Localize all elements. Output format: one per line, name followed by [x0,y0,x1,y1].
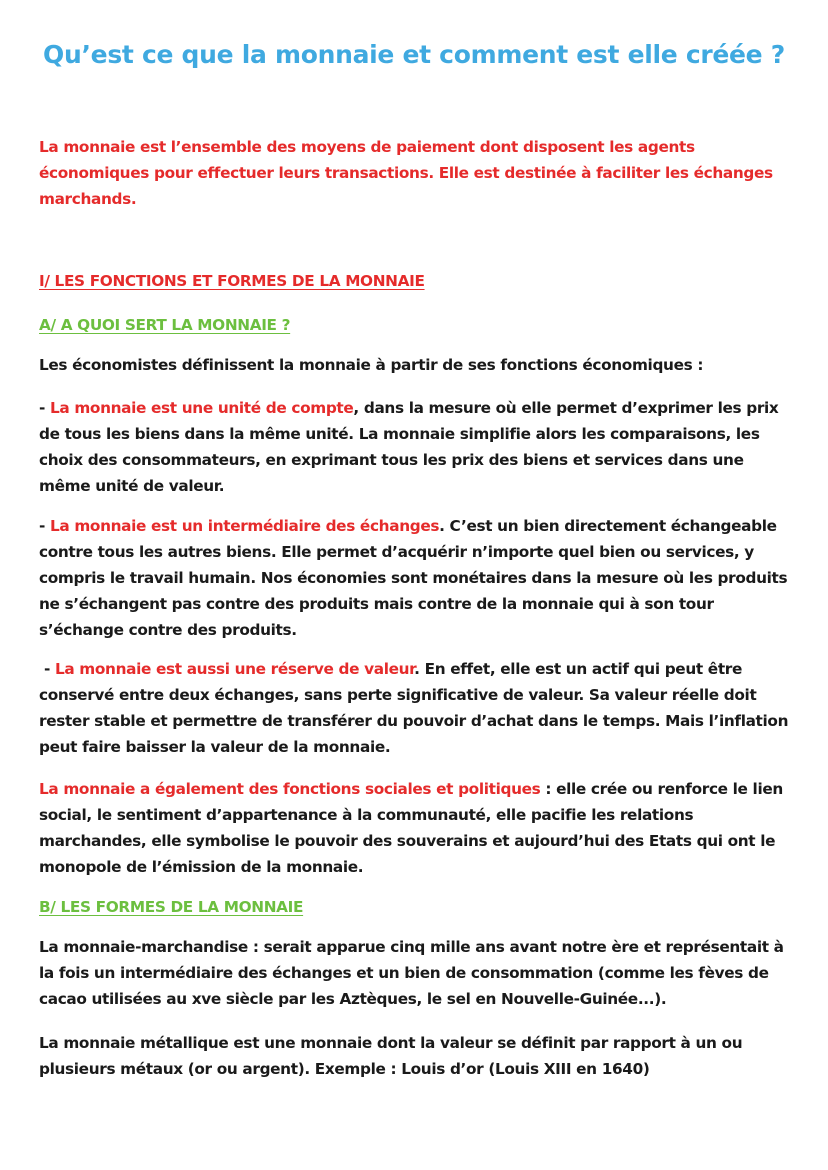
intermediaire-echanges-text: . C’est un bien directement échangeable contre tous les autres biens. Elle permet d’acquérir n’importe quel bien ou services, y compris le travail humain. Nos économies sont monétaires dans la mesure où les produits ne s’échangent pas contre des produits mais contre de la monnaie qui à son tour s’échange contre des produits. [39,517,788,639]
unite-de-compte-paragraph [39,395,789,499]
intermediaire-echanges-paragraph [39,513,789,643]
page-title: Qu’est ce que la monnaie et comment est elle créée ? [43,40,785,69]
subsection-heading-a-quoi-sert [39,312,789,338]
intro-paragraph: La monnaie est l’ensemble des moyens de paiement dont disposent les agents économiques pour effectuer leurs transactions. Elle est destinée à faciliter les échanges marchands. [39,138,773,208]
fonctions-sociales-highlight: La monnaie a également des fonctions sociales et politiques [39,780,541,798]
subsection-heading-text: B/ LES FORMES DE LA MONNAIE [39,898,304,916]
section-heading-fonctions-formes [39,268,789,294]
section-heading-text: I/ LES FONCTIONS ET FORMES DE LA MONNAIE [39,272,425,290]
bullet-dash: - [39,660,55,678]
intermediaire-echanges-highlight: La monnaie est un intermédiaire des échanges [49,517,440,535]
reserve-de-valeur-text: . En effet, elle est un actif qui peut être conservé entre deux échanges, sans perte significative de valeur. Sa valeur réelle doit rester stable et permettre de transférer du pouvoir d’achat dans le temps. Mais l’inflation peut faire baisser la valeur de la monnaie. [39,660,789,756]
subsection-heading-formes [39,894,789,920]
economistes-paragraph: Les économistes définissent la monnaie à partir de ses fonctions économiques : [39,356,704,374]
bullet-dash: - [39,517,50,535]
fonctions-sociales-text: : elle crée ou renforce le lien social, le sentiment d’appartenance à la communauté, elle pacifie les relations marchandes, elle symbolise le pouvoir des souverains et aujourd’hui des Etats qui ont le monopole de l’émission de la monnaie. [39,780,783,876]
unite-de-compte-text: , dans la mesure où elle permet d’exprimer les prix de tous les biens dans la même unité. La monnaie simplifie alors les comparaisons, les choix des consommateurs, en exprimant tous les prix des biens et services dans une même unité de valeur. [39,399,779,495]
fonctions-sociales-paragraph [39,776,789,880]
subsection-heading-text: A/ A QUOI SERT LA MONNAIE ? [39,316,291,334]
unite-de-compte-highlight: La monnaie est une unité de compte [49,399,354,417]
monnaie-metallique-paragraph: La monnaie métallique est une monnaie dont la valeur se définit par rapport à un ou plusieurs métaux (or ou argent). Exemple : Louis d’or (Louis XIII en 1640) [39,1034,743,1078]
reserve-de-valeur-paragraph [39,656,789,760]
monnaie-marchandise-paragraph: La monnaie-marchandise : serait apparue cinq mille ans avant notre ère et représentait à la fois un intermédiaire des échanges et un bien de consommation (comme les fèves de cacao utilisées au xve siècle par les Aztèques, le sel en Nouvelle-Guinée...). [39,938,784,1008]
bullet-dash: - [39,399,50,417]
reserve-de-valeur-highlight: La monnaie est aussi une réserve de valeur [54,660,415,678]
